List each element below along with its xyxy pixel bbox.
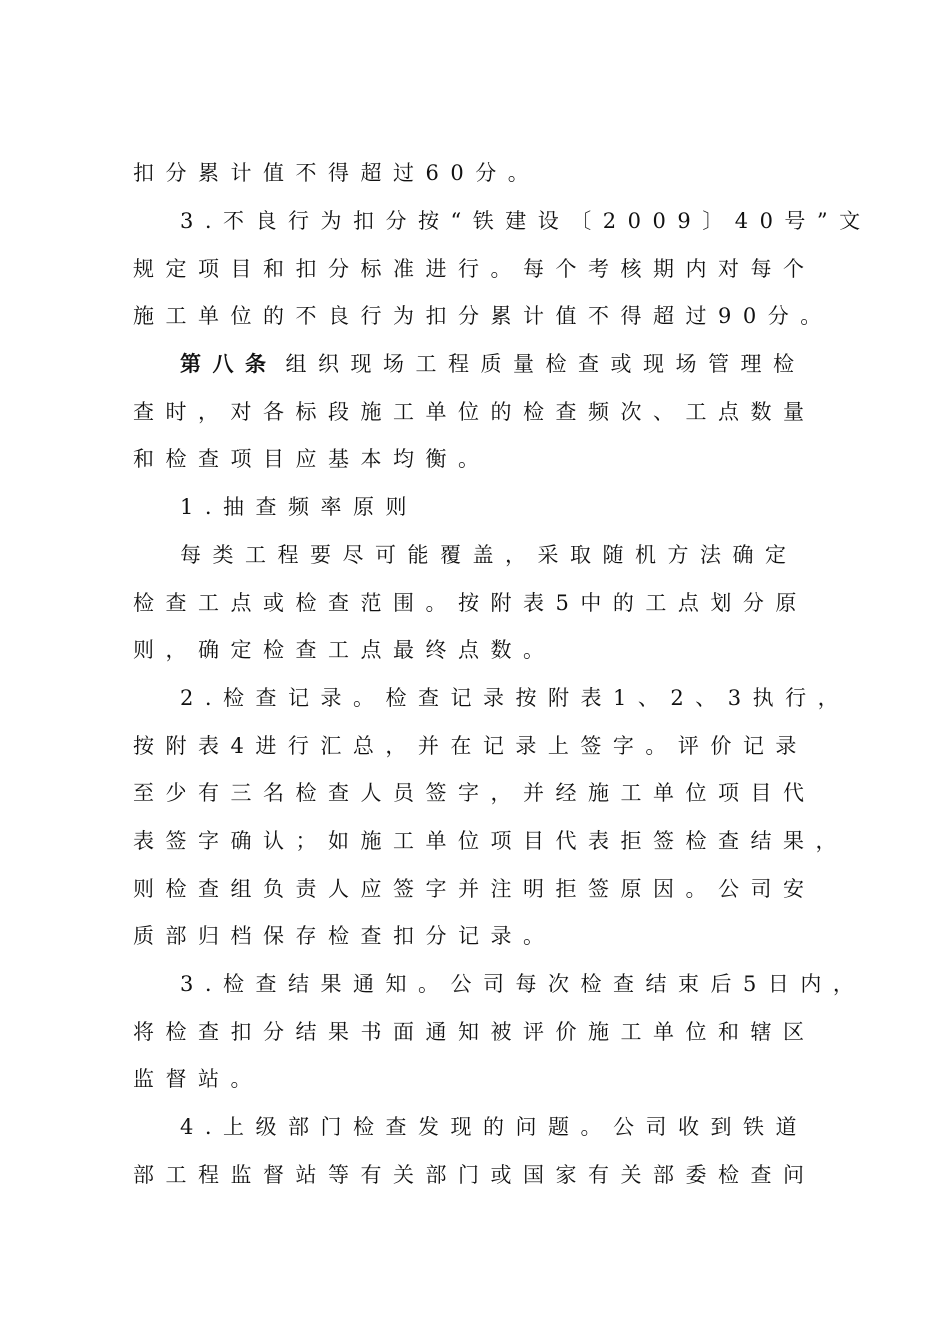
text-line: 则，确定检查工点最终点数。 <box>133 638 556 662</box>
text-line: 4.上级部门检查发现的问题。公司收到铁道 <box>180 1115 809 1139</box>
text-line: 规定项目和扣分标准进行。每个考核期内对每个 <box>133 257 816 281</box>
text-line: 查时，对各标段施工单位的检查频次、工点数量 <box>133 400 816 424</box>
text-line: 按附表4进行汇总，并在记录上签字。评价记录 <box>133 734 808 758</box>
text-line: 至少有三名检查人员签字，并经施工单位项目代 <box>133 781 816 805</box>
text-line: 监督站。 <box>133 1067 263 1091</box>
text-line: 质部归档保存检查扣分记录。 <box>133 924 556 948</box>
text-line: 扣分累计值不得超过60分。 <box>133 161 541 185</box>
text-line: 每类工程要尽可能覆盖，采取随机方法确定 <box>180 543 798 567</box>
article-line <box>180 349 806 379</box>
text-line: 检查工点或检查范围。按附表5中的工点划分原 <box>133 591 808 615</box>
text-line: 则检查组负责人应签字并注明拒签原因。公司安 <box>133 877 816 901</box>
text-line: 表签字确认；如施工单位项目代表拒签检查结果， <box>133 829 848 853</box>
text-line: 和检查项目应基本均衡。 <box>133 447 491 471</box>
text-line: 3.检查结果通知。公司每次检查结束后5日内， <box>180 972 866 996</box>
text-line: 1.抽查频率原则 <box>180 495 419 519</box>
text-line: 3.不良行为扣分按“铁建设〔2009〕40号”文 <box>180 209 872 233</box>
text-line: 组织现场工程质量检查或现场管理检 <box>285 352 806 376</box>
article-label: 第八条 <box>180 351 278 376</box>
text-line: 2.检查记录。检查记录按附表1、2、3执行， <box>180 686 851 710</box>
text-line: 将检查扣分结果书面通知被评价施工单位和辖区 <box>133 1020 816 1044</box>
text-line: 部工程监督站等有关部门或国家有关部委检查问 <box>133 1163 816 1187</box>
text-line: 施工单位的不良行为扣分累计值不得超过90分。 <box>133 304 833 328</box>
